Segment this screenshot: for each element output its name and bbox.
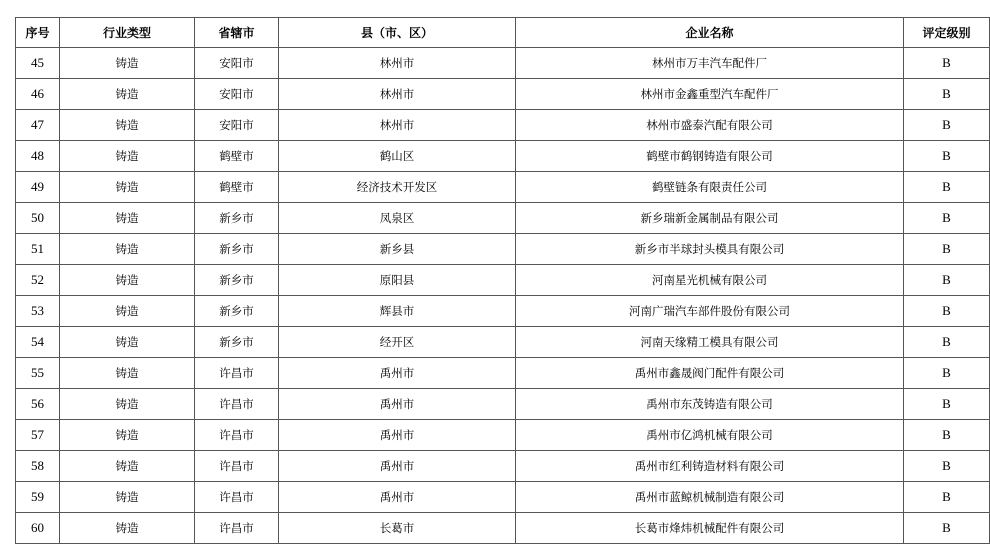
cell-rating-grade: B [904,79,990,110]
cell-rating-grade: B [904,203,990,234]
cell-industry-type: 铸造 [60,48,195,79]
cell-company-name: 鹤壁市鹤钢铸造有限公司 [516,141,904,172]
cell-rating-grade: B [904,327,990,358]
cell-county: 经开区 [279,327,516,358]
cell-company-name: 新乡市半球封头模具有限公司 [516,234,904,265]
table-row [16,203,990,234]
cell-city: 安阳市 [195,79,279,110]
cell-city: 安阳市 [195,48,279,79]
cell-rating-grade: B [904,358,990,389]
cell-company-name: 河南广瑞汽车部件股份有限公司 [516,296,904,327]
cell-rating-grade: B [904,172,990,203]
cell-city: 鹤壁市 [195,141,279,172]
cell-county: 禹州市 [279,358,516,389]
cell-county: 鹤山区 [279,141,516,172]
cell-industry-type: 铸造 [60,358,195,389]
cell-rating-grade: B [904,141,990,172]
cell-industry-type: 铸造 [60,141,195,172]
header-row [16,18,990,48]
table-row [16,482,990,513]
enterprise-rating-sheet [15,17,971,544]
cell-serial-number: 47 [16,110,60,141]
cell-county: 辉县市 [279,296,516,327]
cell-city: 许昌市 [195,482,279,513]
cell-company-name: 新乡瑞新金属制品有限公司 [516,203,904,234]
cell-county: 林州市 [279,48,516,79]
table-row [16,327,990,358]
table-row [16,110,990,141]
cell-county: 经济技术开发区 [279,172,516,203]
cell-county: 原阳县 [279,265,516,296]
cell-company-name: 禹州市东茂铸造有限公司 [516,389,904,420]
enterprise-rating-table [15,17,990,544]
cell-industry-type: 铸造 [60,265,195,296]
table-row [16,296,990,327]
cell-company-name: 林州市金鑫重型汽车配件厂 [516,79,904,110]
cell-serial-number: 58 [16,451,60,482]
cell-rating-grade: B [904,265,990,296]
cell-company-name: 禹州市亿鸿机械有限公司 [516,420,904,451]
cell-industry-type: 铸造 [60,451,195,482]
cell-rating-grade: B [904,482,990,513]
cell-serial-number: 59 [16,482,60,513]
header-company-name: 企业名称 [516,18,904,48]
header-serial-number: 序号 [16,18,60,48]
cell-industry-type: 铸造 [60,79,195,110]
cell-company-name: 林州市盛泰汽配有限公司 [516,110,904,141]
cell-industry-type: 铸造 [60,296,195,327]
cell-rating-grade: B [904,234,990,265]
cell-city: 新乡市 [195,234,279,265]
cell-rating-grade: B [904,451,990,482]
table-row [16,141,990,172]
cell-city: 许昌市 [195,420,279,451]
cell-industry-type: 铸造 [60,389,195,420]
cell-serial-number: 52 [16,265,60,296]
cell-company-name: 鹤壁链条有限责任公司 [516,172,904,203]
table-row [16,48,990,79]
cell-rating-grade: B [904,389,990,420]
cell-serial-number: 54 [16,327,60,358]
cell-city: 许昌市 [195,513,279,544]
table-row [16,389,990,420]
cell-city: 新乡市 [195,327,279,358]
cell-company-name: 长葛市烽炜机械配件有限公司 [516,513,904,544]
cell-industry-type: 铸造 [60,110,195,141]
cell-county: 禹州市 [279,451,516,482]
cell-industry-type: 铸造 [60,172,195,203]
cell-serial-number: 55 [16,358,60,389]
cell-serial-number: 46 [16,79,60,110]
cell-industry-type: 铸造 [60,482,195,513]
cell-rating-grade: B [904,48,990,79]
cell-serial-number: 49 [16,172,60,203]
cell-company-name: 河南星光机械有限公司 [516,265,904,296]
cell-county: 林州市 [279,79,516,110]
table-row [16,234,990,265]
cell-industry-type: 铸造 [60,234,195,265]
cell-county: 凤泉区 [279,203,516,234]
cell-serial-number: 60 [16,513,60,544]
table-row [16,265,990,296]
cell-company-name: 河南天缘精工模具有限公司 [516,327,904,358]
table-row [16,79,990,110]
cell-company-name: 禹州市鑫晟阀门配件有限公司 [516,358,904,389]
cell-serial-number: 56 [16,389,60,420]
table-row [16,172,990,203]
header-county: 县（市、区） [279,18,516,48]
cell-rating-grade: B [904,420,990,451]
cell-county: 长葛市 [279,513,516,544]
table-row [16,513,990,544]
cell-county: 禹州市 [279,420,516,451]
cell-company-name: 禹州市蓝鲸机械制造有限公司 [516,482,904,513]
table-row [16,358,990,389]
cell-industry-type: 铸造 [60,327,195,358]
cell-city: 许昌市 [195,451,279,482]
cell-industry-type: 铸造 [60,203,195,234]
table-row [16,451,990,482]
table-body [16,48,990,544]
cell-industry-type: 铸造 [60,513,195,544]
header-rating-grade: 评定级别 [904,18,990,48]
cell-city: 新乡市 [195,265,279,296]
table-header [16,18,990,48]
cell-city: 新乡市 [195,203,279,234]
cell-serial-number: 53 [16,296,60,327]
cell-county: 新乡县 [279,234,516,265]
cell-city: 新乡市 [195,296,279,327]
cell-city: 安阳市 [195,110,279,141]
cell-county: 禹州市 [279,389,516,420]
cell-county: 禹州市 [279,482,516,513]
cell-company-name: 林州市万丰汽车配件厂 [516,48,904,79]
cell-serial-number: 57 [16,420,60,451]
cell-city: 许昌市 [195,358,279,389]
cell-city: 鹤壁市 [195,172,279,203]
cell-company-name: 禹州市红利铸造材料有限公司 [516,451,904,482]
header-city: 省辖市 [195,18,279,48]
cell-serial-number: 51 [16,234,60,265]
cell-rating-grade: B [904,513,990,544]
header-industry-type: 行业类型 [60,18,195,48]
table-row [16,420,990,451]
cell-county: 林州市 [279,110,516,141]
cell-rating-grade: B [904,110,990,141]
cell-serial-number: 45 [16,48,60,79]
cell-industry-type: 铸造 [60,420,195,451]
cell-rating-grade: B [904,296,990,327]
cell-city: 许昌市 [195,389,279,420]
cell-serial-number: 48 [16,141,60,172]
cell-serial-number: 50 [16,203,60,234]
